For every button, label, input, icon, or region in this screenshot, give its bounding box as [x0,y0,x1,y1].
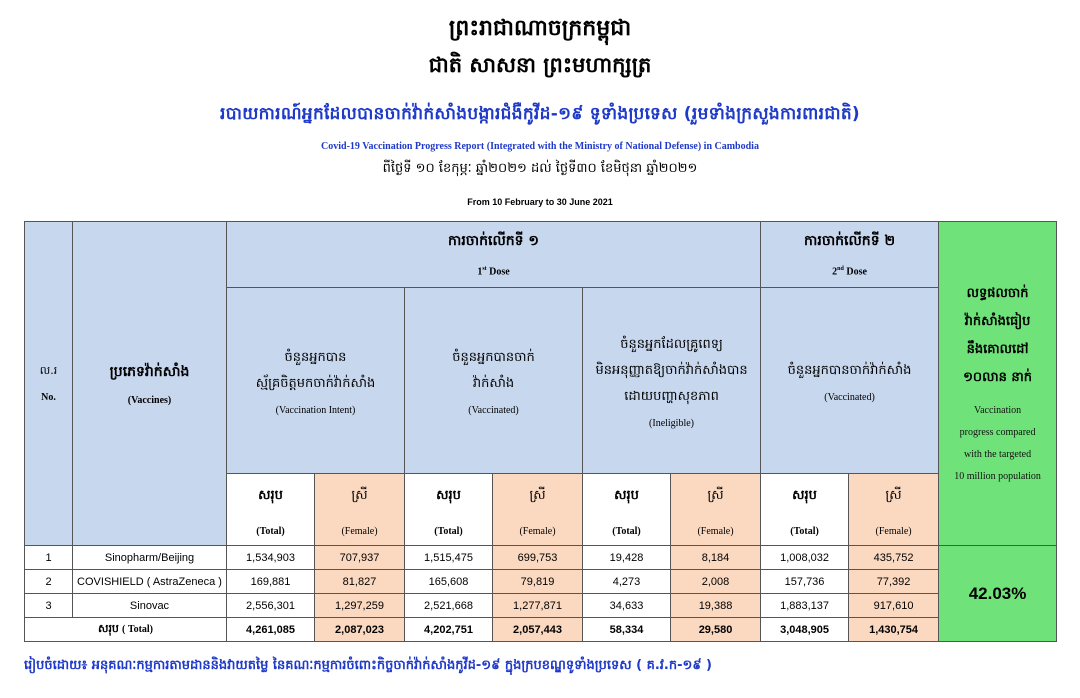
total-cell: 29,580 [671,618,761,642]
total-cell: 4,261,085 [227,618,315,642]
total-subheader: សរុប (Total) [405,474,493,546]
cell: 1,534,903 [227,546,315,570]
vaccine-name: Sinovac [73,594,227,618]
cell: 2,521,668 [405,594,493,618]
female-subheader: ស្រី (Female) [849,474,939,546]
total-cell: 58,334 [583,618,671,642]
cell: 2,008 [671,570,761,594]
total-subheader: សរុប (Total) [583,474,671,546]
female-subheader: ស្រី (Female) [493,474,583,546]
kingdom-title: ព្រះរាជាណាចក្រកម្ពុជា [448,16,632,41]
grand-total-label: សរុប ( Total) [25,618,227,642]
cell: 435,752 [849,546,939,570]
total-cell: 1,430,754 [849,618,939,642]
cell: 169,881 [227,570,315,594]
vaccine-name: COVISHIELD ( AstraZeneca ) [73,570,227,594]
cell: 1,515,475 [405,546,493,570]
grand-total-row [25,618,1057,642]
no-header: ល.រ No. [25,222,73,546]
total-cell: 2,057,443 [493,618,583,642]
dose2-header: ការចាក់លើកទី ២ 2nd Dose [761,222,939,288]
cell: 4,273 [583,570,671,594]
cell: 34,633 [583,594,671,618]
cell: 77,392 [849,570,939,594]
cell: 917,610 [849,594,939,618]
total-subheader: សរុប (Total) [761,474,849,546]
total-cell: 4,202,751 [405,618,493,642]
cell: 1,883,137 [761,594,849,618]
motto: ជាតិ សាសនា ព្រះមហាក្សត្រ [428,53,652,77]
vaccinated2-header: ចំនួនអ្នកបានចាក់វ៉ាក់សាំង (Vaccinated) [761,288,939,474]
table-row [25,546,1057,570]
cell: 1,297,259 [315,594,405,618]
cell: 157,736 [761,570,849,594]
cell: 2,556,301 [227,594,315,618]
cell: 1,008,032 [761,546,849,570]
cell: 79,819 [493,570,583,594]
cell: 707,937 [315,546,405,570]
vaccine-name: Sinopharm/Beijing [73,546,227,570]
report-title-en: Covid-19 Vaccination Progress Report (Integrated with the Ministry of National Defense) in Cambodia [321,141,759,152]
cell: 19,428 [583,546,671,570]
period-kh: ពីថ្ងៃទី ១០ ខែកុម្ភៈ ឆ្នាំ២០២១ ដល់ ថ្ងៃទី៣០ ខែមិថុនា ឆ្នាំ២០២១ [382,161,698,176]
table-row [25,594,1057,618]
cell: 1,277,871 [493,594,583,618]
cell: 81,827 [315,570,405,594]
row-no: 3 [25,594,73,618]
row-no: 2 [25,570,73,594]
cell: 8,184 [671,546,761,570]
cell: 19,388 [671,594,761,618]
vaccine-header: ប្រភេទវ៉ាក់សាំង (Vaccines) [73,222,227,546]
cell: 165,608 [405,570,493,594]
vaccination-table [24,221,1057,642]
progress-header: លទ្ធផលចាក់ វ៉ាក់សាំងធៀប នឹងគោលដៅ ១០លាន នាក់ Vaccination progress compared with the targeted 10 million population [939,222,1057,546]
cell: 699,753 [493,546,583,570]
period-en: From 10 February to 30 June 2021 [467,197,613,207]
dose1-header: ការចាក់លើកទី ១ 1st Dose [227,222,761,288]
female-subheader: ស្រី (Female) [671,474,761,546]
total-cell: 3,048,905 [761,618,849,642]
total-subheader: សរុប (Total) [227,474,315,546]
female-subheader: ស្រី (Female) [315,474,405,546]
prepared-by-footer: រៀបចំដោយ៖ អនុគណៈកម្មការតាមដាននិងវាយតម្លៃ នៃគណៈកម្មការចំពោះកិច្ចចាក់វ៉ាក់សាំងកូវីដ-១៩ ក្នុងក្របខណ្ឌទូទាំងប្រទេស ( គ.វ.ក-១៩ ) [24,658,712,673]
table-row [25,570,1057,594]
ineligible-header: ចំនួនអ្នកដែលគ្រូពេទ្យ មិនអនុញ្ញាតឱ្យចាក់វ៉ាក់សាំងបាន ដោយបញ្ហាសុខភាព (Ineligible) [583,288,761,474]
progress-percentage: 42.03% [939,546,1057,642]
vaccinated-header: ចំនួនអ្នកបានចាក់ វ៉ាក់សាំង (Vaccinated) [405,288,583,474]
intent-header: ចំនួនអ្នកបាន ស្ម័គ្រចិត្តមកចាក់វ៉ាក់សាំង (Vaccination Intent) [227,288,405,474]
row-no: 1 [25,546,73,570]
report-title-kh: របាយការណ៍អ្នកដែលបានចាក់វ៉ាក់សាំងបង្ការជំងឺកូវីដ-១៩ ទូទាំងប្រទេស (រួមទាំងក្រសួងការពារជាតិ) [220,104,860,124]
total-cell: 2,087,023 [315,618,405,642]
